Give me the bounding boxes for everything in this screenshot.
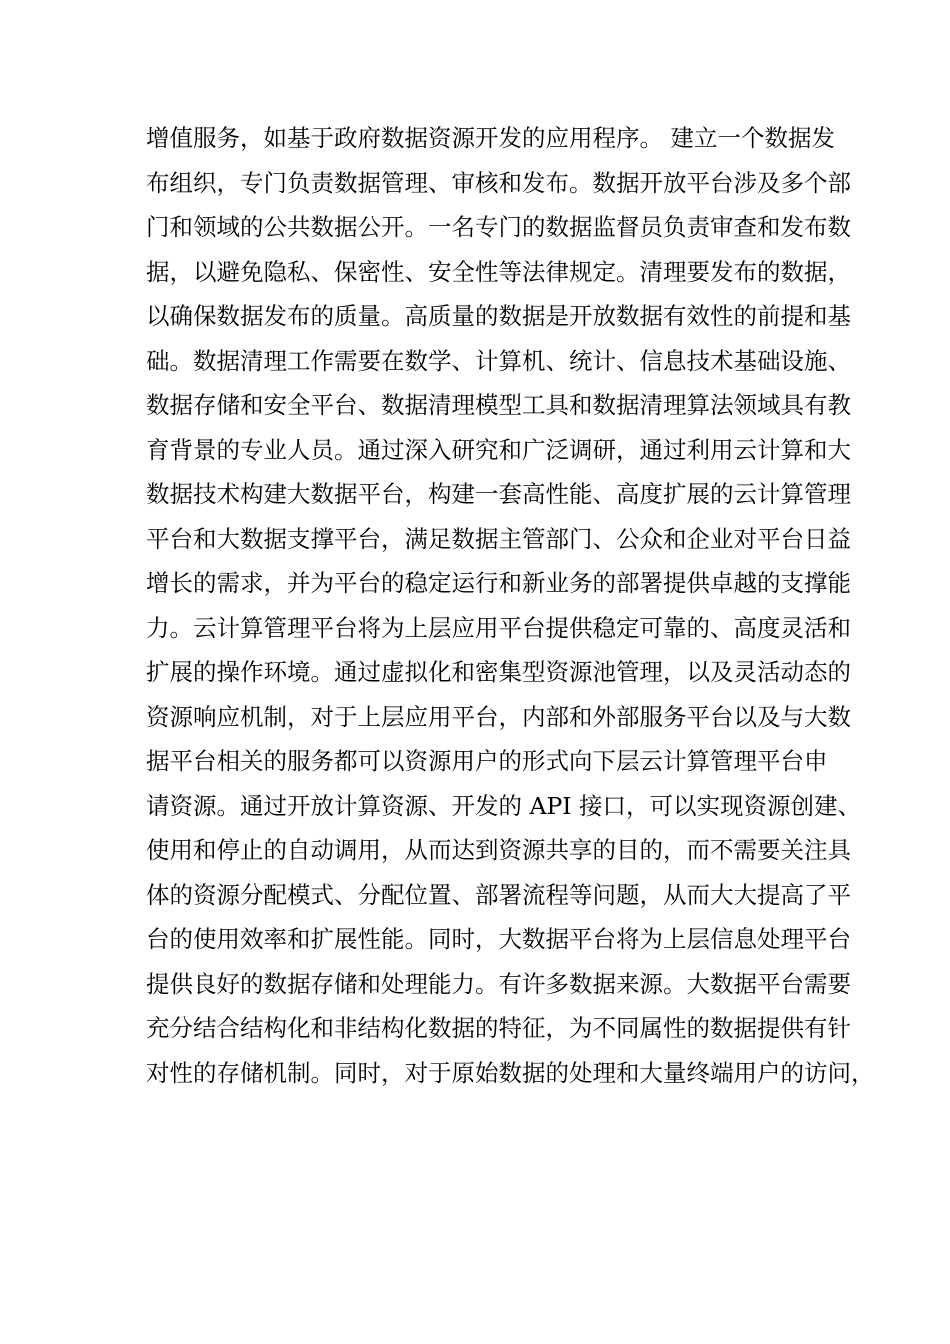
text-line: 增值服务，如基于政府数据资源开发的应用程序。 建立一个数据发 [146,124,835,152]
text-line: 台的使用效率和扩展性能。同时，大数据平台将为上层信息处理平台 [146,925,851,953]
text-line: 础。数据清理工作需要在数学、计算机、统计、信息技术基础设施、 [146,346,851,375]
text-line: 平台和大数据支撑平台，满足数据主管部门、公众和企业对平台日益 [146,524,851,553]
text-line: 以确保数据发布的质量。高质量的数据是开放数据有效性的前提和基 [146,302,851,330]
text-line: 数据存储和安全平台、数据清理模型工具和数据清理算法领域具有教 [146,391,851,419]
text-line: 力。云计算管理平台将为上层应用平台提供稳定可靠的、高度灵活和 [146,613,851,642]
text-line: 提供良好的数据存储和处理能力。有许多数据来源。大数据平台需要 [146,969,851,998]
text-line: 对性的存储机制。同时，对于原始数据的处理和大量终端用户的访问， [146,1058,875,1087]
text-line: 请资源。通过开放计算资源、开发的 API 接口，可以实现资源创建、 [146,791,862,820]
text-line: 资源响应机制，对于上层应用平台，内部和外部服务平台以及与大数 [146,702,851,731]
text-line: 数据技术构建大数据平台，构建一套高性能、高度扩展的云计算管理 [146,480,851,508]
text-line: 体的资源分配模式、分配位置、部署流程等问题，从而大大提高了平 [146,880,851,909]
text-line: 扩展的操作环境。通过虚拟化和密集型资源池管理，以及灵活动态的 [146,658,851,686]
text-line: 布组织，专门负责数据管理、审核和发布。数据开放平台涉及多个部 [146,168,851,197]
text-line: 使用和停止的自动调用，从而达到资源共享的目的，而不需要关注具 [146,836,851,864]
text-line: 据，以避免隐私、保密性、安全性等法律规定。清理要发布的数据， [146,257,851,286]
text-line: 增长的需求，并为平台的稳定运行和新业务的部署提供卓越的支撑能 [146,569,851,597]
text-line: 据平台相关的服务都可以资源用户的形式向下层云计算管理平台申 [146,747,828,775]
body-paragraph [146,116,875,1095]
text-line: 育背景的专业人员。通过深入研究和广泛调研，通过利用云计算和大 [146,435,851,464]
text-line: 门和领域的公共数据公开。一名专门的数据监督员负责审查和发布数 [146,213,851,241]
text-line: 充分结合结构化和非结构化数据的特征，为不同属性的数据提供有针 [146,1014,851,1042]
